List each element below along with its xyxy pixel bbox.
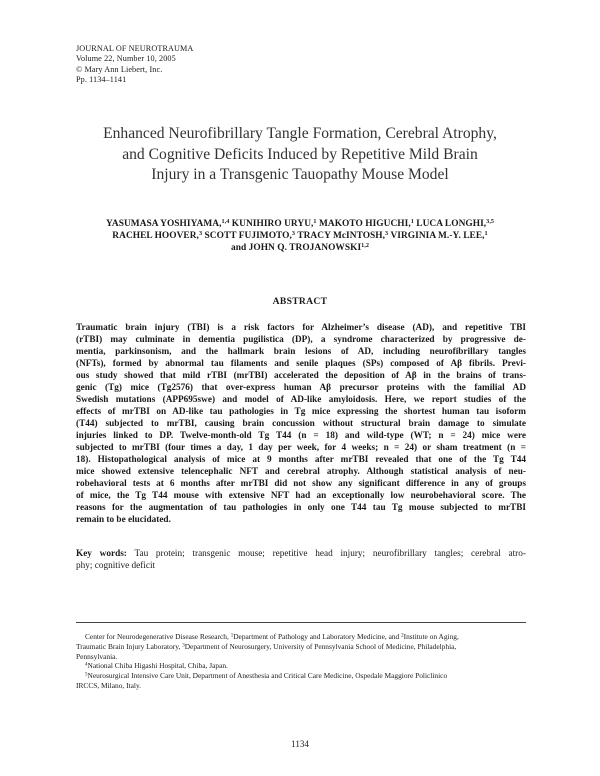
page-number: 1134: [291, 739, 309, 749]
abstract-line: (T44) subjected to mrTBI, causing brain concussion without structural brain damage to simulate: [76, 419, 526, 429]
journal-copyright: © Mary Ann Liebert, Inc.: [76, 64, 163, 74]
author-name: KUNIHIRO URYU,: [231, 219, 314, 229]
journal-name: JOURNAL OF NEUROTRAUMA: [76, 44, 194, 53]
keywords-label: Key words:: [76, 549, 127, 559]
footnote-line: Pennsylvania.: [76, 651, 118, 661]
abstract-line: Traumatic brain injury (TBI) is a risk factors for Alzheimer’s disease (AD), and repetitive TBI: [76, 323, 526, 333]
footnote-text: Department of Pathology and Laboratory Medicine, and: [233, 632, 400, 641]
author-name: YASUMASA YOSHIYAMA,: [105, 219, 222, 229]
footnote-marker: 5: [85, 672, 88, 678]
footnote-text: Center for Neurodegenerative Disease Research,: [85, 632, 229, 641]
author-affiliation: 3: [291, 230, 296, 237]
abstract-line: reasons for the augmentation of tau pathologies in only one T44 tau Tg mouse subjected to mrTBI: [76, 503, 526, 513]
footnote-line: IRCCS, Milano, Italy.: [76, 680, 142, 690]
footnote-line: [76, 661, 526, 671]
author-name: LUCA LONGHI,: [416, 219, 487, 229]
author-line: [60, 242, 540, 254]
footnote-marker: 3: [182, 643, 185, 649]
author-name: SCOTT FUJIMOTO,: [204, 231, 292, 241]
abstract-line: injuries linked to DP. Twelve-month-old Tg T44 (n = 18) and wild-type (WT; n = 24) mice were: [76, 431, 526, 441]
author-name: RACHEL HOOVER,: [112, 231, 199, 241]
abstract-line: effects of mrTBI on AD-like tau pathologies in Tg mice expressing the shortest human tau isoform: [76, 407, 526, 417]
footnote-marker: 1: [230, 633, 234, 639]
abstract-line: (NFTs), formed by abnormal tau filaments and senile plaques (SPs) composed of Aβ fibrils. Previ-: [76, 359, 526, 369]
footnote-divider: [76, 622, 526, 623]
footnote-text: Institute on Aging,: [403, 632, 459, 641]
footnotes: [76, 632, 526, 691]
abstract-line: remain to be elucidated.: [76, 515, 171, 525]
footnote-text: National Chiba Higashi Hospital, Chiba, Japan.: [87, 661, 228, 671]
author-line: [60, 218, 540, 230]
abstract-line: Swedish mutations (APP695swe) and model of AD-like amyloidosis. Here, we report studies of the: [76, 395, 526, 405]
article-title: [60, 124, 540, 186]
author-conjunction: and: [230, 243, 247, 253]
keywords-line: [76, 548, 526, 560]
abstract-line: mentia, parkinsonism, and the hallmark brain lesions of AD, including neurofibrillary tangles: [76, 347, 526, 357]
author-affiliation: 1,4: [221, 218, 230, 225]
title-line: Enhanced Neurofibrillary Tangle Formation, Cerebral Atrophy,: [103, 125, 497, 142]
author-name: VIRGINIA M.-Y. LEE,: [390, 231, 485, 241]
footnote-line: [76, 632, 526, 642]
keywords-text: Tau protein; transgenic mouse; repetitive head injury; neurofibrillary tangles; cerebral atro-: [134, 549, 526, 559]
author-name: MAKOTO HIGUCHI,: [318, 219, 411, 229]
journal-volume: Volume 22, Number 10, 2005: [76, 54, 176, 64]
author-list: [60, 218, 540, 254]
author-affiliation: 3: [385, 230, 389, 237]
abstract-line: genic (Tg) mice (Tg2576) that over-express human Aβ precursor proteins with the familial AD: [76, 383, 526, 393]
abstract-line: robehavioral tests at 6 months after mrTBI did not show any significant difference in any of groups: [76, 479, 526, 489]
abstract-line: (rTBI) may culminate in dementia pugilistica (DP), a syndrome characterized by progressive de-: [76, 335, 526, 345]
footnote-marker: 2: [401, 633, 404, 639]
footnote-text: Department of Neurosurgery, University of Pennsylvania School of Medicine, Philadelphia,: [184, 641, 457, 651]
author-name: TRACY McINTOSH,: [297, 231, 386, 241]
author-line: [60, 230, 540, 242]
journal-info: [76, 44, 193, 86]
abstract-line: 18). Histopathological analysis of mice at 9 months after mrTBI revealed that one of the Tg T44: [76, 455, 526, 465]
abstract-heading: ABSTRACT: [272, 296, 328, 307]
author-affiliation: 1: [313, 218, 317, 225]
keywords: [76, 548, 526, 572]
author-affiliation: 1: [484, 230, 488, 237]
footnote-marker: 4: [85, 662, 88, 668]
journal-pages: Pp. 1134–1141: [76, 75, 127, 85]
author-name: JOHN Q. TROJANOWSKI: [248, 243, 362, 253]
footnote-line: [76, 642, 526, 652]
abstract-line: subjected to mrTBI (four times a day, 1 day per week, for 4 weeks; n = 24) or sham treatment (n =: [76, 443, 526, 453]
title-line: Injury in a Transgenic Tauopathy Mouse Model: [151, 166, 449, 184]
footnote-line: [76, 671, 526, 681]
abstract-line: of mice, the Tg T44 mouse with extensive NFT had an exceptionally low neurobehavioral score. The: [76, 491, 526, 501]
author-affiliation: 3: [198, 230, 203, 237]
abstract-body: [76, 322, 526, 526]
author-affiliation: 1: [410, 218, 414, 225]
abstract-line: ous study showed that mild rTBI (mrTBI) accelerated the deposition of Aβ in the brains of trans-: [76, 371, 526, 381]
keywords-line: phy; cognitive deficit: [76, 561, 156, 571]
author-affiliation: 1,2: [361, 242, 370, 249]
author-affiliation: 3,5: [486, 218, 495, 225]
title-line: and Cognitive Deficits Induced by Repetitive Mild Brain: [122, 145, 478, 163]
footnote-text: Traumatic Brain Injury Laboratory,: [76, 641, 181, 651]
abstract-line: mice showed extensive telencephalic NFT and cerebral atrophy. Although statistical analysis of neu-: [76, 467, 526, 477]
footnote-text: Neurosurgical Intensive Care Unit, Department of Anesthesia and Critical Care Medicine, Ospedale Maggiore Policlinico: [87, 671, 448, 681]
